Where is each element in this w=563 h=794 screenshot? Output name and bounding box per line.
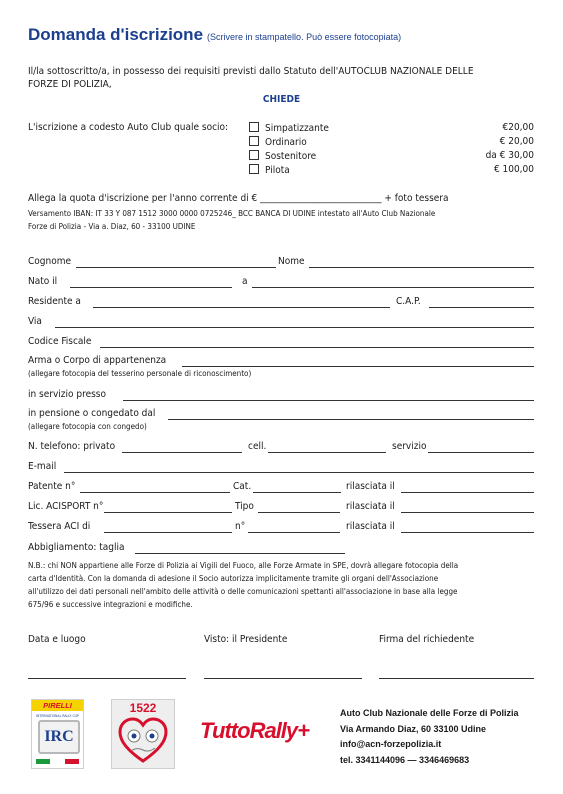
option-sostenitore[interactable] — [249, 150, 316, 162]
option-ordinario[interactable] — [249, 136, 307, 148]
servizio-field[interactable] — [123, 400, 534, 401]
presidente-field[interactable] — [204, 678, 362, 679]
nato-field[interactable] — [70, 287, 232, 288]
price-ordinario: € 20,00 — [499, 136, 534, 147]
telefono-label: N. telefono: privato — [28, 441, 116, 452]
price-sostenitore: da € 30,00 — [485, 150, 534, 161]
tessera-n-label: n° — [235, 521, 246, 532]
checkbox[interactable] — [249, 164, 259, 174]
tessera-label: Tessera ACI di — [28, 521, 91, 532]
italy-flag — [36, 759, 79, 764]
data-luogo-field[interactable] — [28, 678, 186, 679]
cell-field[interactable] — [268, 452, 386, 453]
cognome-label: Cognome — [28, 256, 72, 267]
residente-label: Residente a — [28, 296, 81, 307]
arma-field[interactable] — [182, 366, 534, 367]
luogo-nascita-label: a — [242, 276, 248, 287]
checkbox[interactable] — [249, 122, 259, 132]
rilasciata-3-field[interactable] — [401, 532, 534, 533]
heart-icon — [117, 715, 169, 765]
tuttorally-logo: TuttoRally+ — [200, 718, 310, 743]
nato-label: Nato il — [28, 276, 58, 287]
rilasciata-2-field[interactable] — [401, 512, 534, 513]
codice-fiscale-label: Codice Fiscale — [28, 336, 92, 347]
membership-label: L'iscrizione a codesto Auto Club quale socio: — [28, 122, 229, 133]
tessera-field[interactable] — [104, 532, 232, 533]
iban-address: Forze di Polizia - Via a. Diaz, 60 - 33100 UDINE — [28, 222, 196, 231]
intro-line-1: Il/la sottoscritto/a, in possesso dei requisiti previsti dallo Statuto dell'AUTOCLUB NAZIONALE DELLE — [28, 66, 474, 77]
via-label: Via — [28, 316, 42, 327]
note-line-2: carta d'Identità. Con la domanda di adesione il Socio autorizza implicitamente tramite gli organi dell'Associazione — [28, 574, 439, 583]
footer-phone: tel. 3341144096 — 3346469683 — [340, 754, 470, 765]
rilasciata-1-field[interactable] — [401, 492, 534, 493]
option-label: Pilota — [265, 165, 290, 176]
tipo-field[interactable] — [258, 512, 340, 513]
arma-note: (allegare fotocopia del tesserino personale di riconoscimento) — [28, 369, 252, 378]
option-label: Simpatizzante — [265, 123, 329, 134]
cap-label: C.A.P. — [396, 296, 421, 307]
option-label: Ordinario — [265, 137, 307, 148]
1522-number: 1522 — [129, 701, 157, 715]
lic-label: Lic. ACISPORT n° — [28, 501, 104, 512]
subtitle: (Scrivere in stampatello. Può essere fotocopiata) — [207, 32, 402, 42]
price-simpatizzante: €20,00 — [502, 122, 534, 133]
pirelli-logo: PIRELLI — [32, 700, 83, 711]
cat-label: Cat. — [233, 481, 252, 492]
footer-org: Auto Club Nazionale delle Forze di Polizia — [340, 708, 519, 718]
tipo-label: Tipo — [235, 501, 254, 512]
page-title — [28, 25, 401, 45]
checkbox[interactable] — [249, 136, 259, 146]
pensione-label: in pensione o congedato dal — [28, 408, 156, 419]
option-simpatizzante[interactable] — [249, 122, 329, 134]
price-pilota: € 100,00 — [493, 164, 534, 175]
patente-field[interactable] — [80, 492, 230, 493]
abbigliamento-field[interactable] — [135, 553, 345, 554]
data-luogo-label: Data e luogo — [28, 634, 86, 645]
pensione-note: (allegare fotocopia con congedo) — [28, 422, 147, 431]
rilasciata-2-label: rilasciata il — [346, 501, 395, 512]
abbigliamento-label: Abbigliamento: taglia — [28, 542, 125, 553]
cat-field[interactable] — [253, 492, 341, 493]
1522-logo — [111, 699, 175, 769]
rilasciata-1-label: rilasciata il — [346, 481, 395, 492]
via-field[interactable] — [55, 327, 534, 328]
arma-label: Arma o Corpo di appartenenza — [28, 355, 167, 366]
iban-line: Versamento IBAN: IT 33 Y 087 1512 3000 0000 0725246_ BCC BANCA DI UDINE intestato all'Auto Club Nazionale — [28, 209, 436, 218]
codice-fiscale-field[interactable] — [100, 347, 534, 348]
footer-contact — [340, 706, 519, 768]
note-line-1: N.B.: chi NON appartiene alle Forze di Polizia ai Vigili del Fuoco, alle Forze Armate in SPE, dovrà allegare fotocopia della — [28, 561, 459, 570]
note-line-4: 675/96 e successive integrazioni e modifiche. — [28, 600, 193, 609]
cap-field[interactable] — [429, 307, 534, 308]
intro-line-2: FORZE DI POLIZIA, — [28, 79, 112, 90]
note-line-3: all'utilizzo dei dati personali nell'ambito delle attività o delle comunicazioni spettanti all'associazione in base alla legge — [28, 587, 458, 596]
checkbox[interactable] — [249, 150, 259, 160]
email-label: E-mail — [28, 461, 57, 472]
title-text: Domanda d'iscrizione — [28, 25, 204, 44]
irc-subtitle: INTERNATIONAL RALLY CUP — [36, 714, 79, 718]
firma-field[interactable] — [379, 678, 534, 679]
tel-servizio-field[interactable] — [428, 452, 534, 453]
patente-label: Patente n° — [28, 481, 76, 492]
footer-address: Via Armando Diaz, 60 33100 Udine — [340, 723, 487, 734]
irc-logo — [31, 699, 84, 769]
servizio-label: in servizio presso — [28, 389, 106, 400]
luogo-nascita-field[interactable] — [252, 287, 534, 288]
cell-label: cell. — [248, 441, 267, 452]
lic-field[interactable] — [104, 512, 232, 513]
presidente-label: Visto: il Presidente — [204, 634, 288, 645]
email-field[interactable] — [64, 472, 534, 473]
nome-field[interactable] — [309, 267, 534, 268]
residente-field[interactable] — [93, 307, 390, 308]
pensione-field[interactable] — [168, 419, 534, 420]
irc-text: IRC — [44, 728, 74, 745]
nome-label: Nome — [278, 256, 305, 267]
irc-badge — [38, 720, 80, 754]
quota-line: Allega la quota d'iscrizione per l'anno corrente di € ___________________________ + foto tessera — [28, 193, 449, 204]
tessera-n-field[interactable] — [248, 532, 340, 533]
chiede-heading: CHIEDE — [262, 94, 301, 105]
option-label: Sostenitore — [265, 151, 317, 162]
cognome-field[interactable] — [76, 267, 276, 268]
option-pilota[interactable] — [249, 164, 290, 176]
tel-servizio-label: servizio — [392, 441, 427, 452]
rilasciata-3-label: rilasciata il — [346, 521, 395, 532]
telefono-privato-field[interactable] — [122, 452, 242, 453]
footer-email[interactable]: info@acn-forzepolizia.it — [340, 739, 442, 749]
firma-label: Firma del richiedente — [379, 634, 475, 645]
